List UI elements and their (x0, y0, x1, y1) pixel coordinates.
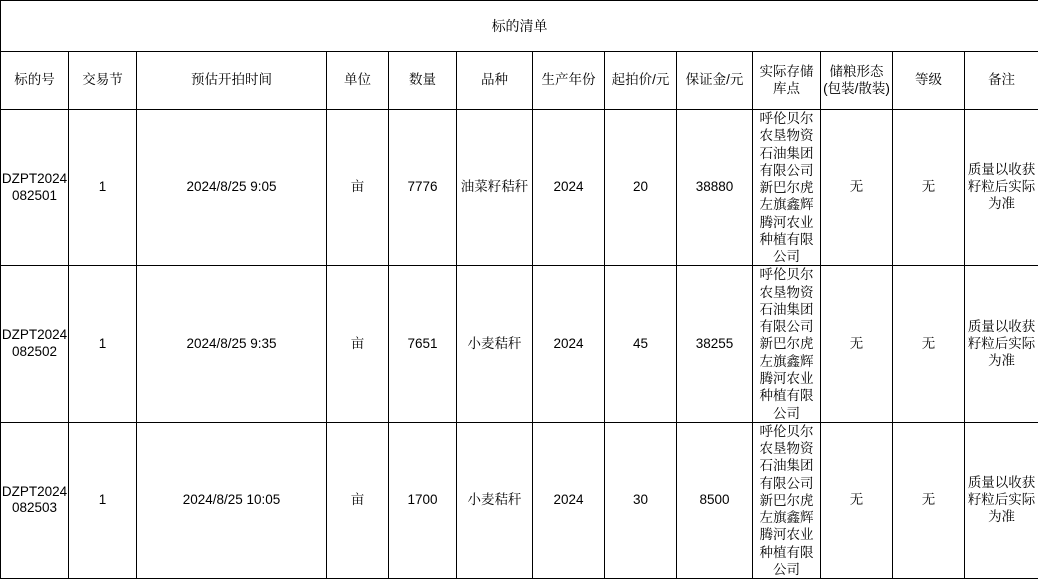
cell-year: 2024 (533, 422, 605, 578)
column-header-start-price: 起拍价/元 (605, 52, 677, 110)
cell-variety: 油菜籽秸秆 (457, 110, 533, 266)
column-header-year: 生产年份 (533, 52, 605, 110)
column-header-no: 标的号 (1, 52, 69, 110)
cell-start-price: 20 (605, 110, 677, 266)
column-header-qty: 数量 (389, 52, 457, 110)
cell-storage: 呼伦贝尔农垦物资石油集团有限公司新巴尔虎左旗鑫辉腾河农业种植有限公司 (753, 422, 821, 578)
cell-grain-form: 无 (821, 266, 893, 422)
cell-unit: 亩 (327, 110, 389, 266)
table-row (1, 422, 1038, 578)
column-header-remark: 备注 (965, 52, 1038, 110)
column-header-deposit: 保证金/元 (677, 52, 753, 110)
cell-grade: 无 (893, 422, 965, 578)
column-header-session: 交易节 (69, 52, 137, 110)
cell-time: 2024/8/25 9:35 (137, 266, 327, 422)
cell-year: 2024 (533, 110, 605, 266)
cell-session: 1 (69, 422, 137, 578)
cell-start-price: 45 (605, 266, 677, 422)
cell-deposit: 38255 (677, 266, 753, 422)
cell-grade: 无 (893, 110, 965, 266)
cell-start-price: 30 (605, 422, 677, 578)
table-row (1, 110, 1038, 266)
cell-variety: 小麦秸秆 (457, 422, 533, 578)
cell-qty: 7651 (389, 266, 457, 422)
cell-session: 1 (69, 110, 137, 266)
cell-qty: 7776 (389, 110, 457, 266)
cell-qty: 1700 (389, 422, 457, 578)
cell-remark: 质量以收获籽粒后实际为准 (965, 422, 1038, 578)
cell-grain-form: 无 (821, 110, 893, 266)
cell-storage: 呼伦贝尔农垦物资石油集团有限公司新巴尔虎左旗鑫辉腾河农业种植有限公司 (753, 110, 821, 266)
cell-grade: 无 (893, 266, 965, 422)
cell-variety: 小麦秸秆 (457, 266, 533, 422)
cell-time: 2024/8/25 10:05 (137, 422, 327, 578)
cell-storage: 呼伦贝尔农垦物资石油集团有限公司新巴尔虎左旗鑫辉腾河农业种植有限公司 (753, 266, 821, 422)
column-header-unit: 单位 (327, 52, 389, 110)
cell-remark: 质量以收获籽粒后实际为准 (965, 266, 1038, 422)
column-header-grain-form: 储粮形态(包装/散装) (821, 52, 893, 110)
column-header-storage: 实际存储库点 (753, 52, 821, 110)
table-header-row (1, 52, 1038, 110)
cell-remark: 质量以收获籽粒后实际为准 (965, 110, 1038, 266)
column-header-variety: 品种 (457, 52, 533, 110)
cell-deposit: 38880 (677, 110, 753, 266)
cell-no: DZPT2024082503 (1, 422, 69, 578)
column-header-time: 预估开拍时间 (137, 52, 327, 110)
column-header-grade: 等级 (893, 52, 965, 110)
cell-year: 2024 (533, 266, 605, 422)
cell-unit: 亩 (327, 422, 389, 578)
cell-grain-form: 无 (821, 422, 893, 578)
table-row (1, 266, 1038, 422)
cell-session: 1 (69, 266, 137, 422)
cell-deposit: 8500 (677, 422, 753, 578)
cell-no: DZPT2024082502 (1, 266, 69, 422)
title-row (1, 1, 1038, 52)
cell-time: 2024/8/25 9:05 (137, 110, 327, 266)
cell-no: DZPT2024082501 (1, 110, 69, 266)
page-title: 标的清单 (1, 1, 1038, 52)
cell-unit: 亩 (327, 266, 389, 422)
